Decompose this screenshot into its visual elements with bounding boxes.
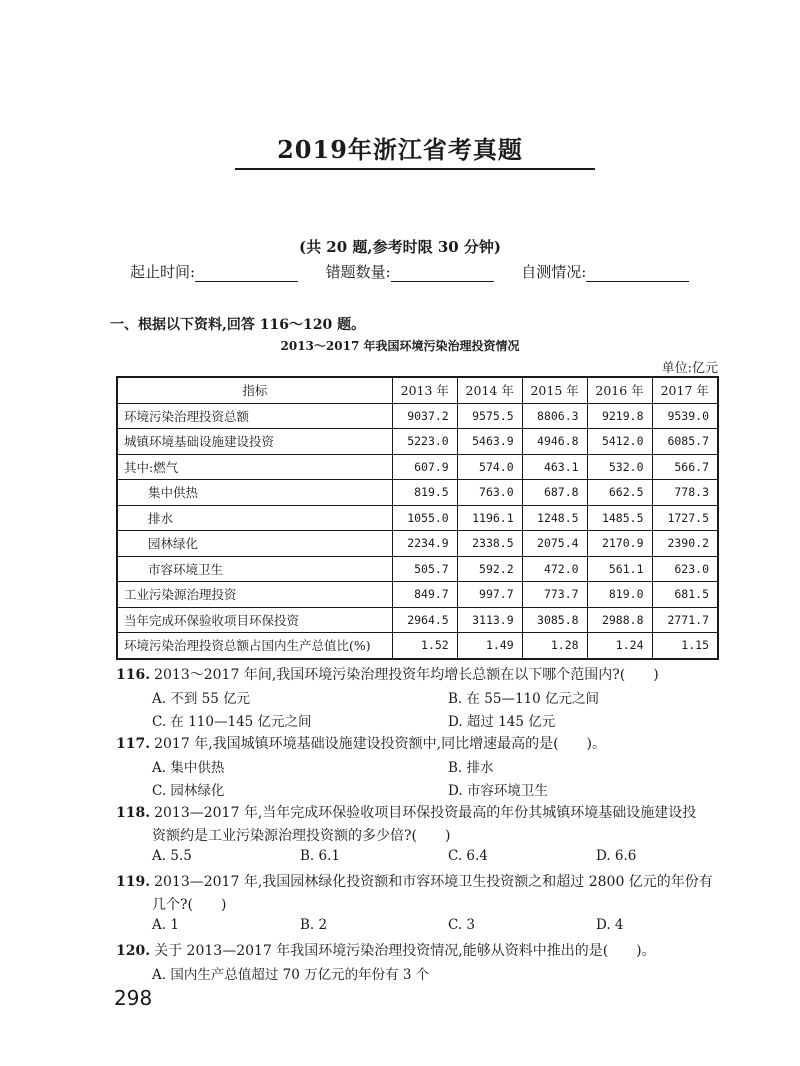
- option-d[interactable]: D. 6.6: [596, 848, 637, 864]
- page-subtitle: (共 20 题,参考时限 30 分钟): [298, 238, 502, 256]
- question-118: [116, 802, 696, 822]
- cell-value: 687.8: [522, 480, 587, 506]
- cell-value: 5412.0: [587, 429, 652, 455]
- cell-value: 773.7: [522, 582, 587, 608]
- cell-value: 2234.9: [392, 531, 457, 557]
- question-text: 2017 年,我国城镇环境基础设施建设投资额中,同比增速最高的是( )。: [154, 736, 607, 752]
- cell-value: 1.28: [522, 633, 587, 659]
- row-label: 集中供热: [117, 480, 392, 506]
- cell-value: 5223.0: [392, 429, 457, 455]
- cell-value: 9219.8: [587, 403, 652, 429]
- cell-value: 574.0: [457, 454, 522, 480]
- cell-value: 566.7: [652, 454, 718, 480]
- option-b[interactable]: B. 排水: [448, 760, 494, 776]
- self-assessment-field[interactable]: [586, 265, 689, 282]
- table-row: [117, 556, 718, 582]
- row-label: 排水: [117, 505, 392, 531]
- table-row: [117, 403, 718, 429]
- question-number: 119.: [116, 874, 151, 890]
- cell-value: 763.0: [457, 480, 522, 506]
- option-a[interactable]: A. 集中供热: [152, 760, 225, 776]
- cell-value: 5463.9: [457, 429, 522, 455]
- table-row: [117, 607, 718, 633]
- question-120: [116, 940, 656, 960]
- option-a[interactable]: A. 不到 55 亿元: [152, 691, 251, 707]
- cell-value: 8806.3: [522, 403, 587, 429]
- row-label: 其中:燃气: [117, 454, 392, 480]
- option-c[interactable]: C. 园林绿化: [152, 783, 225, 799]
- cell-value: 849.7: [392, 582, 457, 608]
- row-label: 市容环境卫生: [117, 556, 392, 582]
- cell-value: 1485.5: [587, 505, 652, 531]
- table-caption: 2013～2017 年我国环境污染治理投资情况: [280, 339, 520, 353]
- cell-value: 2075.4: [522, 531, 587, 557]
- page-number: 298: [114, 986, 153, 1010]
- table-row: [117, 633, 718, 659]
- question-text: 2013—2017 年,当年完成环保验收项目环保投资最高的年份其城镇环境基础设施建设投: [154, 805, 697, 821]
- investment-table: [116, 376, 719, 660]
- cell-value: 2771.7: [652, 607, 718, 633]
- option-d[interactable]: D. 市容环境卫生: [448, 783, 548, 799]
- cell-value: 4946.8: [522, 429, 587, 455]
- cell-value: 1.15: [652, 633, 718, 659]
- question-number: 116.: [116, 667, 151, 683]
- cell-value: 681.5: [652, 582, 718, 608]
- self-assessment-label: 自测情况:: [521, 263, 587, 281]
- table-unit: 单位:亿元: [661, 361, 718, 376]
- table-row: [117, 505, 718, 531]
- start-end-time-label: 起止时间:: [130, 263, 196, 281]
- cell-value: 9037.2: [392, 403, 457, 429]
- option-c[interactable]: C. 3: [448, 917, 476, 933]
- cell-value: 1.52: [392, 633, 457, 659]
- option-d[interactable]: D. 4: [596, 917, 624, 933]
- option-b[interactable]: B. 在 55—110 亿元之间: [448, 691, 600, 707]
- table-header-row: [117, 377, 718, 403]
- question-text-continued: 几个?( ): [152, 897, 227, 913]
- question-116: [116, 664, 659, 684]
- table-row: [117, 582, 718, 608]
- table-row: [117, 454, 718, 480]
- cell-value: 662.5: [587, 480, 652, 506]
- col-header: 2015 年: [522, 377, 587, 403]
- row-label: 城镇环境基础设施建设投资: [117, 429, 392, 455]
- cell-value: 532.0: [587, 454, 652, 480]
- question-number: 120.: [116, 943, 151, 959]
- start-end-time-field[interactable]: [195, 265, 298, 282]
- col-header: 2014 年: [457, 377, 522, 403]
- cell-value: 819.0: [587, 582, 652, 608]
- cell-value: 623.0: [652, 556, 718, 582]
- option-a[interactable]: A. 国内生产总值超过 70 万亿元的年份有 3 个: [152, 967, 430, 983]
- col-header: 2013 年: [392, 377, 457, 403]
- table-row: [117, 480, 718, 506]
- col-header: 指标: [117, 377, 392, 403]
- cell-value: 472.0: [522, 556, 587, 582]
- table-row: [117, 429, 718, 455]
- row-label: 环境污染治理投资总额占国内生产总值比(%): [117, 633, 392, 659]
- page-title: 2019年浙江省考真题: [277, 135, 523, 164]
- cell-value: 1055.0: [392, 505, 457, 531]
- cell-value: 3085.8: [522, 607, 587, 633]
- question-119: [116, 871, 713, 891]
- option-d[interactable]: D. 超过 145 亿元: [448, 714, 556, 730]
- cell-value: 1.24: [587, 633, 652, 659]
- question-text: 关于 2013—2017 年我国环境污染治理投资情况,能够从资料中推出的是( )。: [154, 943, 656, 959]
- cell-value: 2338.5: [457, 531, 522, 557]
- cell-value: 505.7: [392, 556, 457, 582]
- cell-value: 2170.9: [587, 531, 652, 557]
- wrong-count-label: 错题数量:: [325, 263, 391, 281]
- col-header: 2017 年: [652, 377, 718, 403]
- cell-value: 592.2: [457, 556, 522, 582]
- question-117: [116, 733, 606, 753]
- option-a[interactable]: A. 5.5: [152, 848, 192, 864]
- cell-value: 9575.5: [457, 403, 522, 429]
- row-label: 工业污染源治理投资: [117, 582, 392, 608]
- cell-value: 2964.5: [392, 607, 457, 633]
- cell-value: 1196.1: [457, 505, 522, 531]
- question-number: 118.: [116, 805, 151, 821]
- cell-value: 778.3: [652, 480, 718, 506]
- row-label: 环境污染治理投资总额: [117, 403, 392, 429]
- question-number: 117.: [116, 736, 151, 752]
- cell-value: 607.9: [392, 454, 457, 480]
- cell-value: 1248.5: [522, 505, 587, 531]
- question-text-continued: 资额约是工业污染源治理投资额的多少倍?( ): [152, 828, 451, 844]
- col-header: 2016 年: [587, 377, 652, 403]
- option-c[interactable]: C. 在 110—145 亿元之间: [152, 714, 312, 730]
- cell-value: 6085.7: [652, 429, 718, 455]
- cell-value: 9539.0: [652, 403, 718, 429]
- cell-value: 2988.8: [587, 607, 652, 633]
- cell-value: 1.49: [457, 633, 522, 659]
- cell-value: 819.5: [392, 480, 457, 506]
- row-label: 当年完成环保验收项目环保投资: [117, 607, 392, 633]
- cell-value: 997.7: [457, 582, 522, 608]
- option-b[interactable]: B. 6.1: [300, 848, 340, 864]
- cell-value: 561.1: [587, 556, 652, 582]
- cell-value: 3113.9: [457, 607, 522, 633]
- self-test-fields: [130, 261, 689, 282]
- cell-value: 463.1: [522, 454, 587, 480]
- option-c[interactable]: C. 6.4: [448, 848, 488, 864]
- title-underline: [235, 168, 595, 170]
- option-a[interactable]: A. 1: [152, 917, 179, 933]
- cell-value: 1727.5: [652, 505, 718, 531]
- question-text: 2013—2017 年,我国园林绿化投资额和市容环境卫生投资额之和超过 2800 亿元的年份有: [154, 874, 713, 890]
- cell-value: 2390.2: [652, 531, 718, 557]
- table-row: [117, 531, 718, 557]
- wrong-count-field[interactable]: [391, 265, 494, 282]
- section-heading: 一、根据以下资料,回答 116～120 题。: [110, 317, 366, 333]
- row-label: 园林绿化: [117, 531, 392, 557]
- question-text: 2013～2017 年间,我国环境污染治理投资年均增长总额在以下哪个范围内?( ): [154, 667, 659, 683]
- option-b[interactable]: B. 2: [300, 917, 328, 933]
